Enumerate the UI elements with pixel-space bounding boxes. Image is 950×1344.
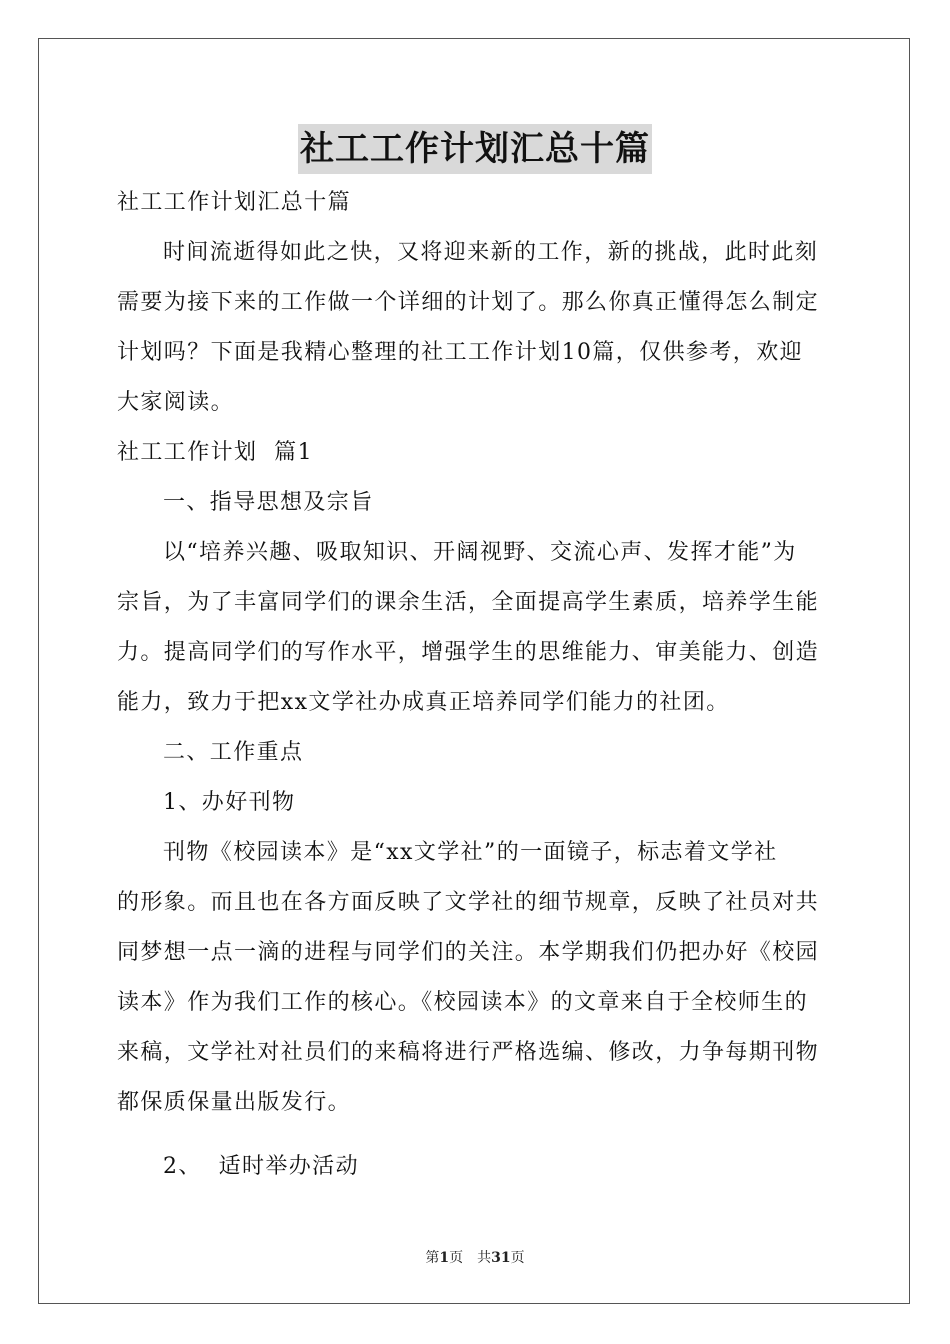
para1-line-1: 以“培养兴趣、吸取知识、开阔视野、交流心声、发挥才能”为 [163,540,797,565]
section-heading: 社工工作计划 篇1 [117,440,313,465]
total-suffix: 页 [510,1250,525,1266]
heading-work-focus: 二、工作重点 [163,740,304,765]
total-prefix: 共 [477,1250,492,1266]
document-title: 社工工作计划汇总十篇 [298,124,652,174]
total-pages: 31 [491,1250,511,1266]
page-number: 1 [439,1250,450,1266]
document-title-wrapper [0,124,950,180]
item-publication: 1、办好刊物 [163,790,296,815]
intro-line-1: 时间流逝得如此之快，又将迎来新的工作，新的挑战，此时此刻 [163,240,819,265]
para2-line-3: 同梦想一点一滴的进程与同学们的关注。本学期我们仍把办好《校园 [117,940,820,965]
para2-line-2: 的形象。而且也在各方面反映了文学社的细节规章，反映了社员对共 [117,890,820,915]
para2-line-5: 来稿，文学社对社员们的来稿将进行严格选编、修改，力争每期刊物 [117,1040,820,1065]
intro-line-3: 计划吗？下面是我精心整理的社工工作计划10篇，仅供参考，欢迎 [117,340,803,365]
para1-line-2: 宗旨，为了丰富同学们的课余生活，全面提高学生素质，培养学生能 [117,590,820,615]
para2-line-1: 刊物《校园读本》是“xx文学社”的一面镜子，标志着文学社 [163,840,778,865]
para1-line-4: 能力，致力于把xx文学社办成真正培养同学们能力的社团。 [117,690,730,715]
page-suffix: 页 [449,1250,464,1266]
document-body [117,178,833,1192]
subtitle: 社工工作计划汇总十篇 [117,190,352,215]
para2-line-4: 读本》作为我们工作的核心。《校园读本》的文章来自于全校师生的 [117,990,809,1015]
para2-line-6: 都保质保量出版发行。 [117,1090,352,1115]
para1-line-3: 力。提高同学们的写作水平，增强学生的思维能力、审美能力、创造 [117,640,820,665]
page-prefix: 第 [425,1250,440,1266]
intro-line-2: 需要为接下来的工作做一个详细的计划了。那么你真正懂得怎么制定 [117,290,820,315]
item-activities: 2、 适时举办活动 [163,1154,359,1179]
heading-guiding-principles: 一、指导思想及宗旨 [163,490,374,515]
intro-line-4: 大家阅读。 [117,390,235,415]
page-footer [0,1248,950,1268]
